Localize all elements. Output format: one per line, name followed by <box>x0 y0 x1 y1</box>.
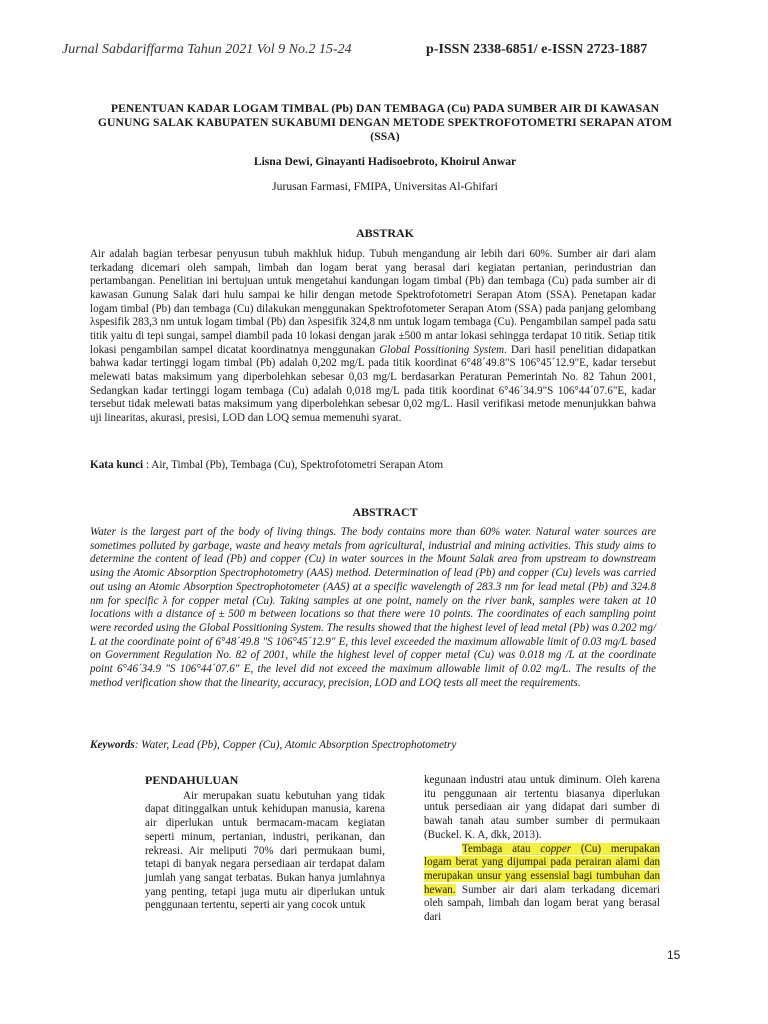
abstrak-heading: ABSTRAK <box>355 226 414 240</box>
kata-kunci <box>90 459 656 471</box>
abstrak-text-part1: Air adalah bagian terbesar penyusun tubuh makhluk hidup. Tubuh mengandung air lebih dari 60%. Sumber air dari alam terkadang dicemari oleh sampah, limbah dan logam berat yang berasal dari kegiatan pertanian, perindustrian dan pertambangan. Penelitian ini bertujuan untuk mengetahui kandungan logam timbal (Pb) dan tembaga (Cu) pada sumber air di kawasan Gunung Salak dari hulu sampai ke hilir dengan metode Spektrofotometri Serapan Atom (SSA). Penetapan kadar logam timbal (Pb) dan tembaga (Cu) dilakukan menggunakan Spektrofotometer Serapan Atom (SSA) pada panjang gelombang λspesifik 283,3 nm untuk logam timbal (Pb) dan λspesifik 324,8 nm untuk logam tembaga (Cu). Pengambilan sampel pada satu titik yaitu di tepi sungai, sampel diambil pada 10 lokasi dengan jarak ±500 m antar lokasi sehingga terdapat 10 titik. Setiap titik lokasi pengambilan sampel dicatat koordinatnya menggunakan <box>90 248 656 356</box>
abstract-heading: ABSTRACT <box>352 505 418 519</box>
abstrak-text <box>90 248 656 426</box>
issn-header: p-ISSN 2338-6851/ e-ISSN 2723-1887 <box>426 42 648 57</box>
keywords <box>90 739 656 751</box>
right-paragraph-2 <box>424 843 660 925</box>
abstract-text: Water is the largest part of the body of living things. The body contains more than 60% water. Natural water sources are sometimes polluted by garbage, waste and heavy metals from agricultural, industrial and mining activities. This study aims to determine the content of lead (Pb) and copper (Cu) in water sources in the Mount Salak area from upstream to downstream using the Atomic Absorption Spectrophotometry (AAS) method. Determination of lead (Pb) and copper (Cu) levels was carried out using an Atomic Absorption Spectrophotometer (AAS) at a specific wavelength of 283.3 nm for lead metal (Pb) and 324.8 nm for specific λ for copper metal (Cu). Taking samples at one point, namely on the river bank, samples were taken at 10 locations with a distance of ± 500 m between locations so that there were 10 points. The coordinates of each sampling point were recorded using the Global Possitioning System. The results showed that the highest level of lead metal (Pb) was 0.202 mg/ L at the coordinate point of 6°48´49.8 "S 106°45´12.9" E, this level exceeded the maximum allowable limit of 0.03 mg/L based on Government Regulation No. 82 of 2001, while the highest level of copper metal (Cu) was 0.018 mg /L at the coordinate point 6°46´34.9 "S 106°44´07.6" E, the level did not exceed the maximum allowable limit of 0.02 mg/L. The results of the method verification show that the linearity, accuracy, precision, LOD and LOQ tests all meet the requirements. <box>90 526 656 689</box>
page-number: 15 <box>667 948 681 962</box>
journal-header: Jurnal Sabdariffarma Tahun 2021 Vol 9 No.2 15-24 <box>62 42 352 57</box>
right-column <box>424 774 660 925</box>
authors: Lisna Dewi, Ginayanti Hadisoebroto, Khoirul Anwar <box>253 155 517 168</box>
highlight-italic: copper <box>540 842 572 855</box>
section-title: PENDAHULUAN <box>145 773 239 787</box>
affiliation: Jurusan Farmasi, FMIPA, Universitas Al-Ghifari <box>272 180 498 193</box>
abstrak-text-part2: . Dari hasil penelitian didapatkan bahwa kadar tertinggi logam timbal (Pb) adalah 0,202 mg/L pada titik koordinat 6°48´49.8"S 106°45´12.9"E, kadar tersebut melewati batas maksimum yang diperbolehkan sebesar 0,03 mg/L berdasarkan Peraturan Pemerintah No. 82 Tahun 2001, Sedangkan kadar tertinggi logam tembaga (Cu) adalah 0,018 mg/L pada titik koordinat 6°46´34.9"S 106°44´07.6"E, kadar tersebut tidak melewati batas maksimum yang diperbolehkan sebesar 0,02 mg/L. Hasil verifikasi metode menunjukkan bahwa uji linearitas, akurasi, presisi, LOD dan LOQ semua memenuhi syarat. <box>90 343 656 424</box>
right-paragraph-1: kegunaan industri atau untuk diminum. Oleh karena itu penggunaan air tertentu biasanya diperlukan untuk persediaan air yang didapat dari sumber di bawah tanah atau sumber sumber di permukaan (Buckel. K. A, dkk, 2013). <box>424 774 660 841</box>
highlight-part-a: Tembaga atau <box>462 842 541 855</box>
intro-paragraph: Air merupakan suatu kebutuhan yang tidak dapat ditinggalkan untuk kehidupan manusia, karena air diperlukan untuk bermacam-macam kegiatan seperti minum, pertanian, industri, perikanan, dan rekreasi. Air meliputi 70% dari permukaan bumi, tetapi di banyak negara persediaan air terdapat dalam jumlah yang sangat terbatas. Bukan hanya jumlahnya yang penting, tetapi juga mutu air diperlukan untuk penggunaan tertentu, seperti air yang cocok untuk <box>145 789 385 912</box>
right-paragraph-tail: Sumber air dari alam terkadang dicemari oleh sampah, limbah dan logam berat yang berasal dari <box>424 883 660 924</box>
abstrak-text-italic: Global Possitioning System <box>379 343 505 356</box>
left-column <box>145 774 385 913</box>
keywords-label: Keywords <box>90 739 135 751</box>
highlight-part-b: (Cu) merupakan logam berat yang dijumpai pada perairan alami dan merupakan unsur yang essensial bagi tumbuhan dan hewan. <box>424 842 660 896</box>
kata-kunci-label: Kata kunci <box>90 459 144 471</box>
paper-title: PENENTUAN KADAR LOGAM TIMBAL (Pb) DAN TEMBAGA (Cu) PADA SUMBER AIR DI KAWASAN GUNUNG SALAK KABUPATEN SUKABUMI DENGAN METODE SPEKTROFOTOMETRI SERAPAN ATOM (SSA) <box>97 102 673 143</box>
kata-kunci-values: : Air, Timbal (Pb), Tembaga (Cu), Spektrofotometri Serapan Atom <box>143 459 444 471</box>
keywords-values: : Water, Lead (Pb), Copper (Cu), Atomic Absorption Spectrophotometry <box>134 739 457 751</box>
